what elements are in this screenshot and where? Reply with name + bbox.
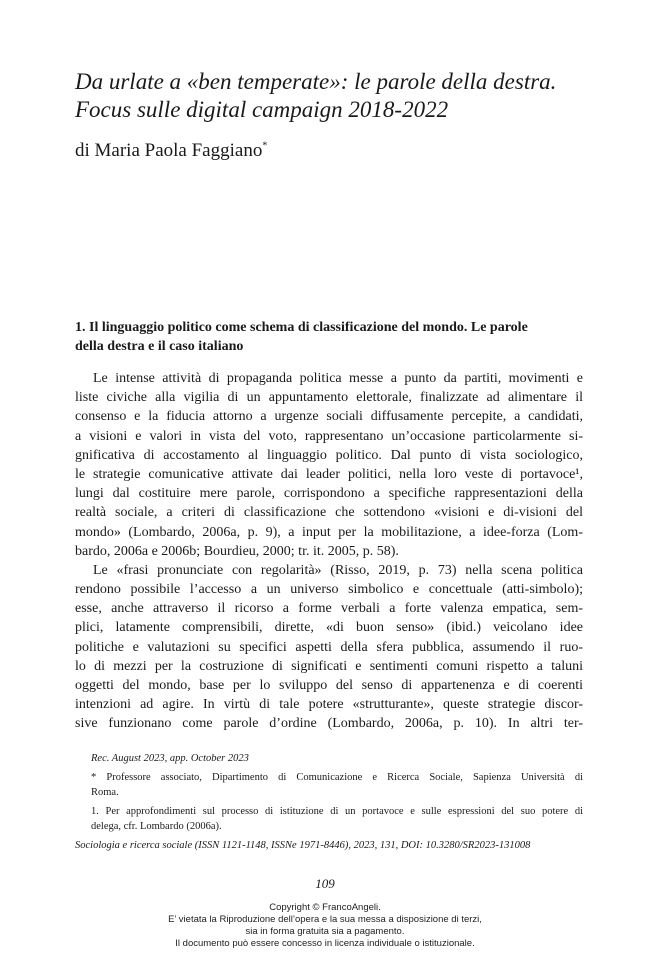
title-line: Focus sulle digital campaign 2018-2022 [75, 97, 449, 122]
body-line: intenzioni ad agire. In virtù di tale potere «strutturante», queste strategie discor- [75, 697, 583, 713]
body-line: le strategie comunicative attivate dai leader politici, nella loro veste di portavoce¹, [75, 466, 583, 482]
title-line: Da urlate a «ben temperate»: le parole della destra. [75, 69, 557, 94]
copyright-line: sia in forma gratuita sia a pagamento. [245, 926, 405, 937]
body-line: sive funzionano come parole d’ordine (Lombardo, 2006a, p. 10). In altri ter- [75, 716, 583, 732]
body-line: rendono possibile l’accesso a un universo simbolico e concettuale (atti-simbolo); [75, 582, 583, 598]
section-heading-line: 1. Il linguaggio politico come schema di classificazione del mondo. Le parole [75, 320, 528, 335]
footnote-line: 1. Per approfondimenti sul processo di istituzione di un portavoce e sulle espressioni del suo potere di [91, 806, 583, 817]
body-line: gnificativa di accostamento al linguaggio politico. Dal punto di vista sociologico, [75, 447, 583, 463]
affiliation-line: Roma. [91, 787, 119, 798]
body-line: realtà sociale, a criteri di classificazione che sottendono «visioni e di-visioni del [75, 505, 583, 521]
body-line: Le intense attività di propaganda politica messe a punto da partiti, movimenti e [93, 371, 583, 386]
body-line: Le «frasi pronunciate con regolarità» (Risso, 2019, p. 73) nella scena politica [93, 562, 583, 578]
body-line: a visioni e valori in vista del voto, rappresentano un’occasione particolarmente si- [75, 428, 583, 444]
page-number: 109 [315, 876, 335, 891]
body-line: mondo» (Lombardo, 2006a, p. 9), a input per la mobilitazione, a idee-forza (Lom- [75, 524, 583, 540]
author-footnote-marker: * [262, 140, 268, 152]
body-line: esse, anche attraverso il ricorso a forme verbali a forte valenza empatica, sem- [75, 601, 583, 617]
body-line: liste civiche alla vigilia di un appuntamento elettorale, finalizzate ad alimentare il [75, 390, 583, 406]
body-line: bardo, 2006a e 2006b; Bourdieu, 2000; tr. it. 2005, p. 58). [75, 543, 399, 559]
body-line: plici, latamente comprensibili, dirette, «di buon senso» (ibid.) veicolano idee [75, 620, 583, 636]
section-heading-line: della destra e il caso italiano [75, 339, 244, 354]
footnotes [75, 751, 583, 838]
body-line: lo di mezzi per la costruzione di significati e sentimenti comuni rispetto a taluni [75, 658, 583, 674]
journal-citation: Sociologia e ricerca sociale (ISSN 1121-1148, ISSNe 1971-8446), 2023, 131, DOI: 10.3280/SR2023-131008 [75, 840, 531, 851]
author-affiliation [75, 770, 583, 800]
footnote-line: delega, cfr. Lombardo (2006a). [91, 821, 222, 832]
copyright-line: Copyright © FrancoAngeli. [269, 902, 381, 913]
copyright-notice [0, 902, 650, 950]
footnote-1 [75, 804, 583, 834]
section-heading [75, 318, 583, 356]
copyright-line: E’ vietata la Riproduzione dell’opera e la sua messa a disposizione di terzi, [168, 914, 482, 925]
body-line: lungi dal costituire mere parole, corrispondono a specifiche rappresentazioni della [75, 486, 583, 502]
copyright-line: Il documento può essere concesso in licenza individuale o istituzionale. [175, 938, 475, 949]
author-byline [75, 139, 267, 163]
author-name: di Maria Paola Faggiano [75, 140, 263, 161]
body-line: oggetti del mondo, base per lo sviluppo del senso di appartenenza e di coerenti [75, 678, 583, 694]
body-text [75, 369, 583, 734]
received-date: Rec. August 2023, app. October 2023 [91, 753, 249, 764]
body-line: consenso e la fiducia attorno a urgenze sociali diffusamente percepite, a candidati, [75, 409, 583, 425]
body-line: politiche e valutazioni su specifici aspetti della sfera pubblica, assumendo il ruo- [75, 639, 583, 655]
article-title [75, 68, 615, 124]
affiliation-line: * Professore associato, Dipartimento di Comunicazione e Ricerca Sociale, Sapienza Università di [91, 772, 583, 783]
